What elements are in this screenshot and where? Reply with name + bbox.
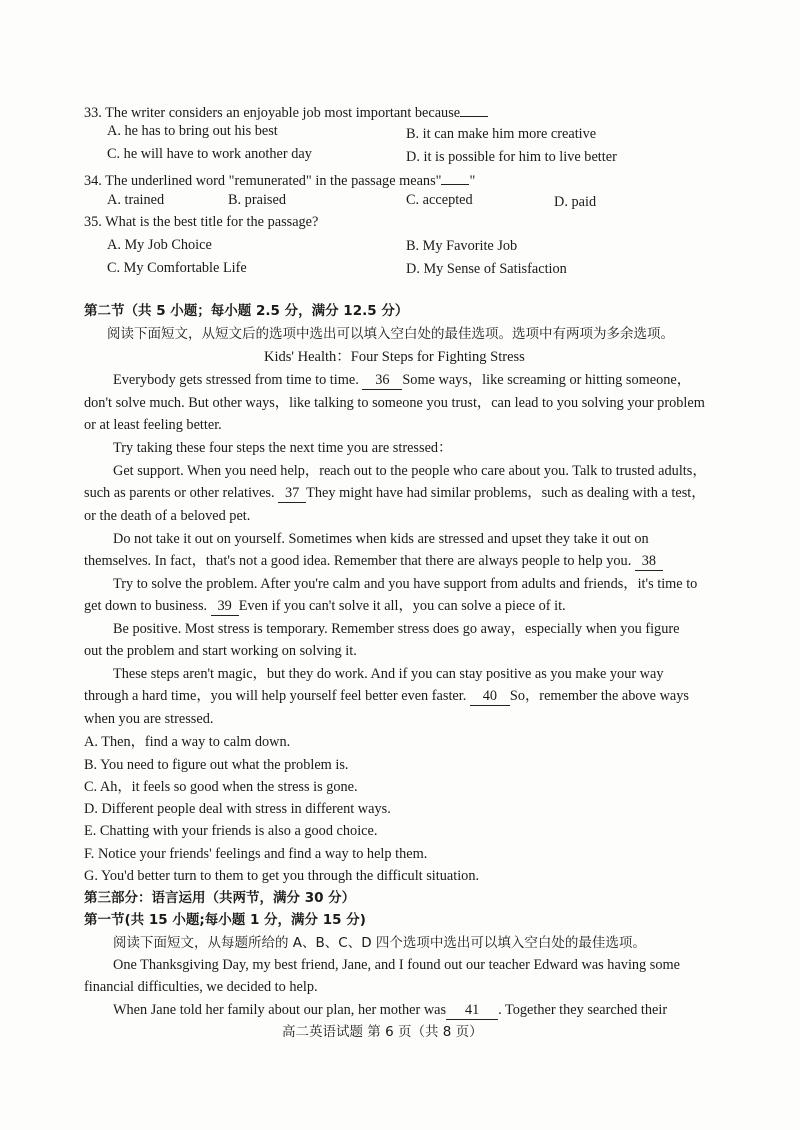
section-heading: 第一节(共 15 小题;每小题 1 分，满分 15 分): [84, 912, 366, 928]
option-d: D. Different people deal with stress in different ways.: [84, 801, 391, 817]
option-34b: B. praised: [228, 192, 286, 208]
blank-39: 39: [211, 598, 239, 616]
passage-line: Do not take it out on yourself. Sometimes when kids are stressed and upset they take it out on: [113, 531, 649, 547]
option-34d: D. paid: [554, 194, 597, 210]
section-instruction: 阅读下面短文，从每题所给的 A、B、C、D 四个选项中选出可以填入空白处的最佳选项。: [113, 935, 646, 951]
option-b: B. You need to figure out what the problem is.: [84, 757, 349, 773]
question-33: [84, 99, 488, 123]
option-33b: B. it can make him more creative: [406, 126, 597, 142]
option-33c: C. he will have to work another day: [107, 146, 312, 162]
question-stem: 33. The writer considers an enjoyable job most important because: [84, 105, 461, 121]
option-c: C. Ah，it feels so good when the stress is gone.: [84, 779, 358, 795]
passage-line: through a hard time，you will help yourself feel better even faster. 40 So，remember the above ways: [84, 688, 689, 704]
passage-line: Be positive. Most stress is temporary. Remember stress does go away，especially when you figure: [113, 621, 680, 637]
answer-blank: [460, 99, 488, 117]
section-heading: 第二节（共 5 小题；每小题 2.5 分，满分 12.5 分）: [84, 303, 409, 319]
blank-36: 36: [362, 372, 402, 390]
passage-line: One Thanksgiving Day, my best friend, Jane, and I found out our teacher Edward was having some: [113, 957, 680, 973]
blank-38: 38: [635, 553, 663, 571]
option-e: E. Chatting with your friends is also a good choice.: [84, 823, 378, 839]
option-35b: B. My Favorite Job: [406, 238, 518, 254]
passage-line: get down to business. 39 Even if you can't solve it all，you can solve a piece of it.: [84, 598, 566, 614]
page-footer: 高二英语试题 第 6 页（共 8 页）: [282, 1024, 483, 1040]
passage-line: don't solve much. But other ways，like talking to someone you trust，can lead to you solving your problem: [84, 395, 705, 411]
passage-title: Kids' Health：Four Steps for Fighting Stress: [264, 349, 525, 365]
option-34c: C. accepted: [406, 192, 473, 208]
option-f: F. Notice your friends' feelings and find a way to help them.: [84, 846, 428, 862]
passage-line: or at least feeling better.: [84, 417, 222, 433]
passage-line: Everybody gets stressed from time to time. 36 Some ways，like screaming or hitting someone，: [113, 372, 692, 388]
option-34a: A. trained: [107, 192, 165, 208]
passage-line: These steps aren't magic，but they do work. And if you can stay positive as you make your way: [113, 666, 664, 682]
part-heading: 第三部分：语言运用（共两节，满分 30 分）: [84, 890, 356, 906]
option-g: G. You'd better turn to them to get you through the difficult situation.: [84, 868, 480, 884]
passage-line: financial difficulties, we decided to help.: [84, 979, 318, 995]
question-stem: 34. The underlined word "remunerated" in the passage means": [84, 173, 442, 189]
passage-line: such as parents or other relatives. 37 They might have had similar problems，such as dealing with a test，: [84, 485, 706, 501]
option-35a: A. My Job Choice: [107, 237, 212, 253]
option-35d: D. My Sense of Satisfaction: [406, 261, 567, 277]
blank-37: 37: [278, 485, 306, 503]
option-33a: A. he has to bring out his best: [107, 123, 278, 139]
passage-line: or the death of a beloved pet.: [84, 508, 251, 524]
option-33d: D. it is possible for him to live better: [406, 149, 617, 165]
passage-line: themselves. In fact，that's not a good idea. Remember that there are always people to help you. 38: [84, 551, 663, 571]
option-35c: C. My Comfortable Life: [107, 260, 247, 276]
passage-line: Get support. When you need help，reach out to the people who care about you. Talk to trusted adults，: [113, 463, 707, 479]
quote-mark: ": [469, 173, 476, 189]
passage-line: Try to solve the problem. After you're calm and you have support from adults and friends，it's time to: [113, 576, 698, 592]
option-a: A. Then，find a way to calm down.: [84, 734, 291, 750]
blank-40: 40: [470, 688, 510, 706]
passage-line: When Jane told her family about our plan, her mother was 41 . Together they searched their: [113, 1002, 668, 1018]
passage-line: out the problem and start working on solving it.: [84, 643, 357, 659]
blank-41: 41: [446, 1002, 498, 1020]
question-34: [84, 167, 475, 191]
passage-line: Try taking these four steps the next time you are stressed：: [113, 440, 453, 456]
passage-line: when you are stressed.: [84, 711, 214, 727]
answer-blank: [441, 167, 469, 185]
section-instruction: 阅读下面短文，从短文后的选项中选出可以填入空白处的最佳选项。选项中有两项为多余选项。: [107, 326, 674, 342]
question-35: 35. What is the best title for the passage?: [84, 214, 319, 230]
